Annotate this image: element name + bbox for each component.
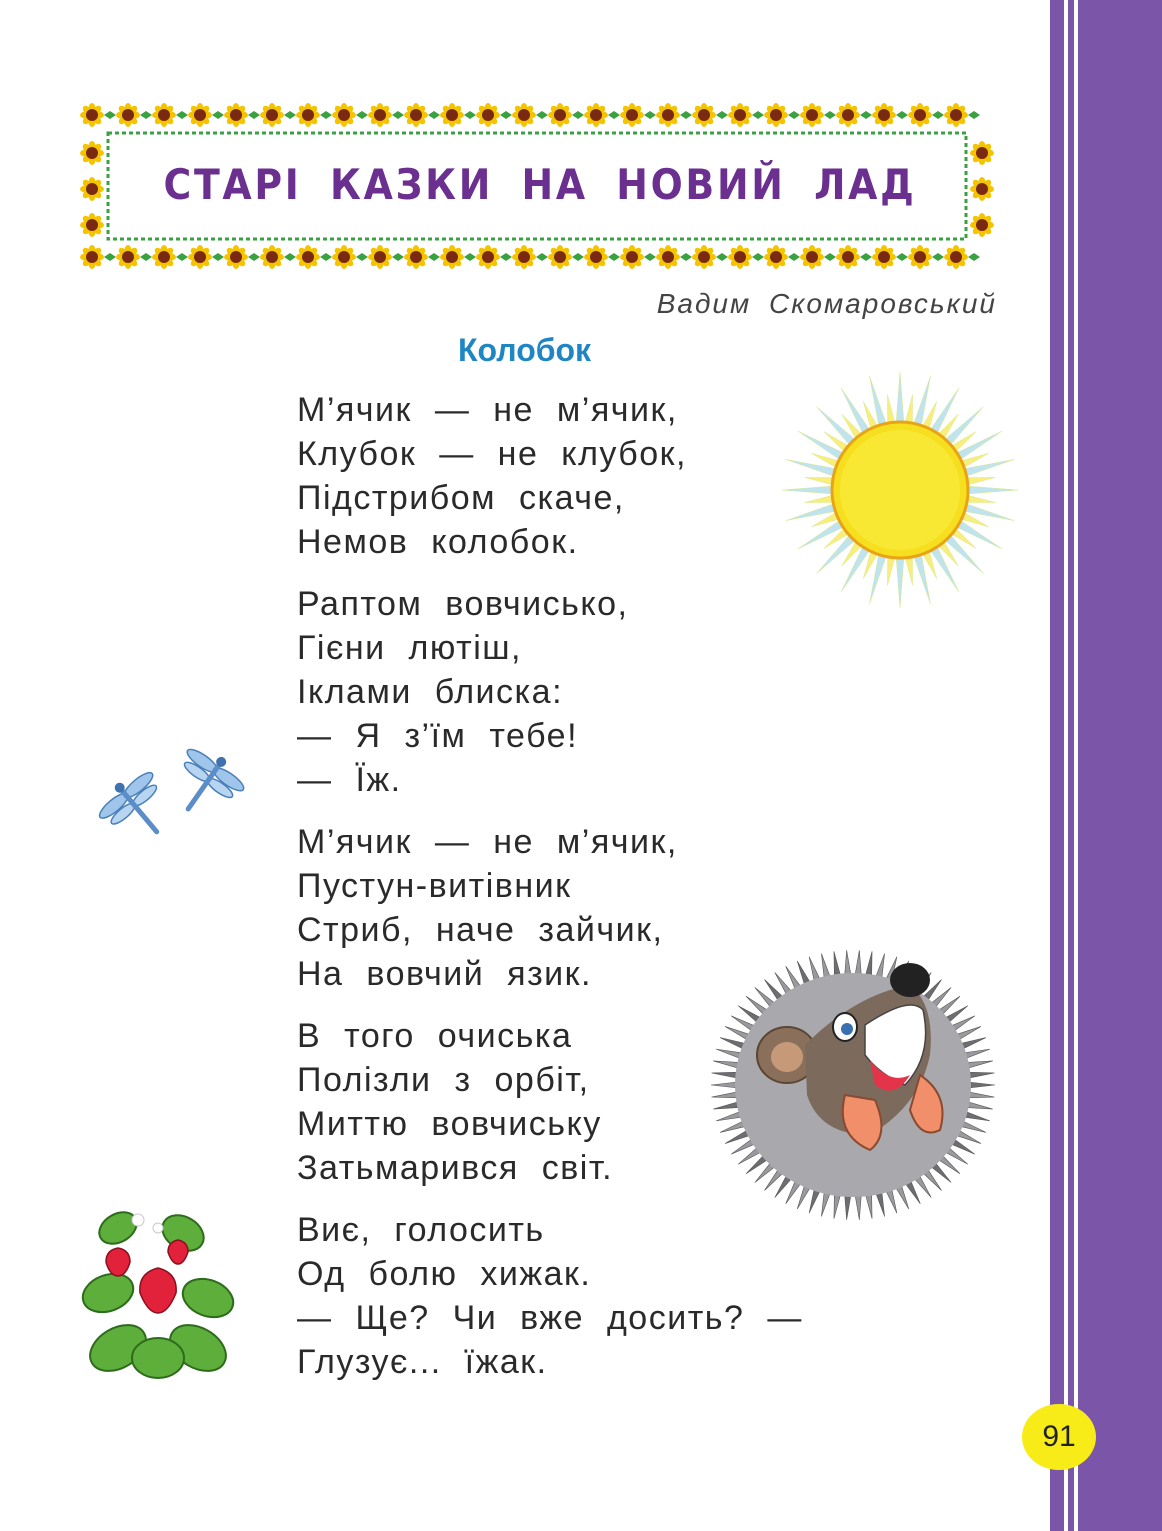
poem-line: Гієни лютіш, [297, 629, 522, 667]
poem-line: Стриб, наче зайчик, [297, 911, 664, 949]
page-number-badge [1022, 1404, 1096, 1470]
stanza [297, 388, 803, 564]
poem-line: На вовчий язик. [297, 955, 592, 993]
poem-line: Од болю хижак. [297, 1255, 592, 1293]
poem-line: Пустун-витівник [297, 867, 572, 905]
strawberry-plant-icon [78, 1198, 243, 1383]
stanza [297, 582, 803, 802]
poem-line: — Ще? Чи вже досить? — [297, 1299, 803, 1337]
hedgehog-icon [695, 935, 1000, 1235]
poem-line: Клубок — не клубок, [297, 435, 687, 473]
poem-body [297, 388, 803, 1402]
poem-line: Миттю вовчиську [297, 1105, 602, 1143]
author-name: Вадим Скомаровський [656, 288, 997, 319]
sun-icon [770, 360, 1030, 620]
poem-line: — Їж. [297, 761, 402, 799]
poem-line: Раптом вовчисько, [297, 585, 629, 623]
poem-line: Полізли з орбіт, [297, 1061, 590, 1099]
dragonflies-icon [90, 730, 270, 860]
poem-line: Затьмарився світ. [297, 1149, 614, 1187]
page-title: СТАРІ КАЗКИ НА НОВИЙ ЛАД [163, 160, 917, 209]
poem-line: Виє, голосить [297, 1211, 545, 1249]
poem-line: М’ячик — не м’ячик, [297, 391, 678, 429]
poem-line: — Я з’їм тебе! [297, 717, 579, 755]
poem-line: Глузує... їжак. [297, 1343, 548, 1381]
side-band [1050, 0, 1162, 1531]
poem-line: Іклами блиска: [297, 673, 564, 711]
poem-line: В того очиська [297, 1017, 573, 1055]
page-number: 91 [1042, 1420, 1076, 1453]
poem-line: М’ячик — не м’ячик, [297, 823, 678, 861]
poem-line: Підстрибом скаче, [297, 479, 625, 517]
poem-line: Немов колобок. [297, 523, 579, 561]
poem-title: Колобок [458, 332, 592, 368]
